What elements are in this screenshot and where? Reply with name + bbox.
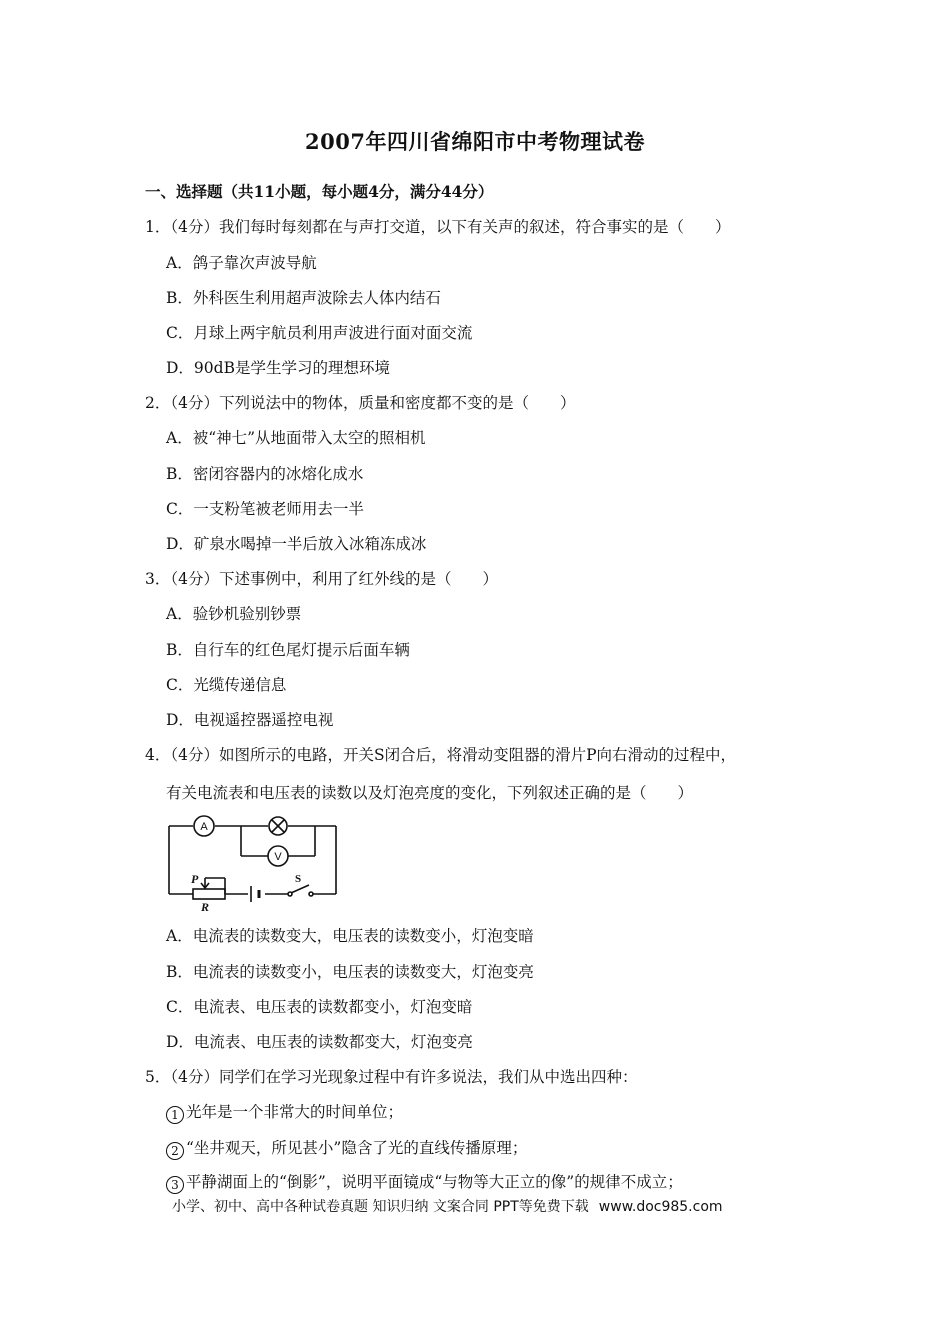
option-4a: A．电流表的读数变大，电压表的读数变小，灯泡变暗 [166,927,534,945]
slider-label: P [191,872,199,886]
question-1 [145,217,731,237]
page-title: 2007年四川省绵阳市中考物理试卷 [305,129,645,154]
question-text: （4分）我们每时每刻都在与声打交道，以下有关声的叙述，符合事实的是（ ） [170,218,731,236]
ammeter-label: A [200,821,208,833]
footer-link[interactable]: www.doc985.com [598,1199,723,1215]
resistor-label: R [201,900,210,912]
question-4 [145,745,736,765]
statement-text: 光年是一个非常大的时间单位； [186,1103,404,1121]
option-3c: C．光缆传递信息 [166,676,287,694]
question-4-continuation: 有关电流表和电压表的读数以及灯泡亮度的变化，下列叙述正确的是（ ） [166,784,694,802]
circled-number: 3 [166,1176,184,1194]
statement-2 [166,1138,527,1160]
option-3b: B．自行车的红色尾灯提示后面车辆 [166,641,410,659]
footer-text: 小学、初中、高中各种试卷真题 知识归纳 文案合同 PPT等免费下载 [172,1199,589,1215]
option-1d: D．90dB是学生学习的理想环境 [166,359,390,377]
section-heading: 一、选择题（共11小题，每小题4分，满分44分） [145,182,494,201]
circled-number: 2 [166,1142,184,1160]
option-2d: D．矿泉水喝掉一半后放入冰箱冻成冰 [166,535,427,553]
question-2 [145,393,576,413]
statement-text: “坐井观天，所见甚小”隐含了光的直线传播原理； [186,1139,528,1157]
circuit-diagram [163,812,343,912]
question-5 [145,1067,638,1087]
circled-number: 1 [166,1106,184,1124]
question-3 [145,569,498,589]
option-2a: A．被“神七”从地面带入太空的照相机 [166,429,426,447]
question-text: （4分）下述事例中，利用了红外线的是（ ） [170,570,498,588]
option-1b: B．外科医生利用超声波除去人体内结石 [166,289,441,307]
question-number: 1． [145,218,171,236]
option-4c: C．电流表、电压表的读数都变小，灯泡变暗 [166,998,473,1016]
option-3a: A．验钞机验别钞票 [166,605,302,623]
footer [172,1196,723,1216]
option-4d: D．电流表、电压表的读数都变大，灯泡变亮 [166,1033,473,1051]
voltmeter-label: V [274,851,282,863]
question-text: （4分）同学们在学习光现象过程中有许多说法，我们从中选出四种： [170,1068,638,1086]
statement-3 [166,1172,683,1194]
option-1a: A．鸽子靠次声波导航 [166,254,317,272]
statement-text: 平静湖面上的“倒影”，说明平面镜成“与物等大正立的像”的规律不成立； [186,1173,683,1191]
option-3d: D．电视遥控器遥控电视 [166,711,334,729]
question-text: （4分）下列说法中的物体，质量和密度都不变的是（ ） [170,394,576,412]
option-2c: C．一支粉笔被老师用去一半 [166,500,364,518]
question-text: （4分）如图所示的电路，开关S闭合后，将滑动变阻器的滑片P向右滑动的过程中， [170,746,737,764]
switch-label: S [295,873,302,885]
question-number: 5． [145,1068,171,1086]
option-1c: C．月球上两宇航员利用声波进行面对面交流 [166,324,473,342]
option-4b: B．电流表的读数变小，电压表的读数变大，灯泡变亮 [166,963,534,981]
option-2b: B．密闭容器内的冰熔化成水 [166,465,364,483]
question-number: 4． [145,746,171,764]
statement-1 [166,1102,403,1124]
question-number: 3． [145,570,171,588]
question-number: 2． [145,394,171,412]
